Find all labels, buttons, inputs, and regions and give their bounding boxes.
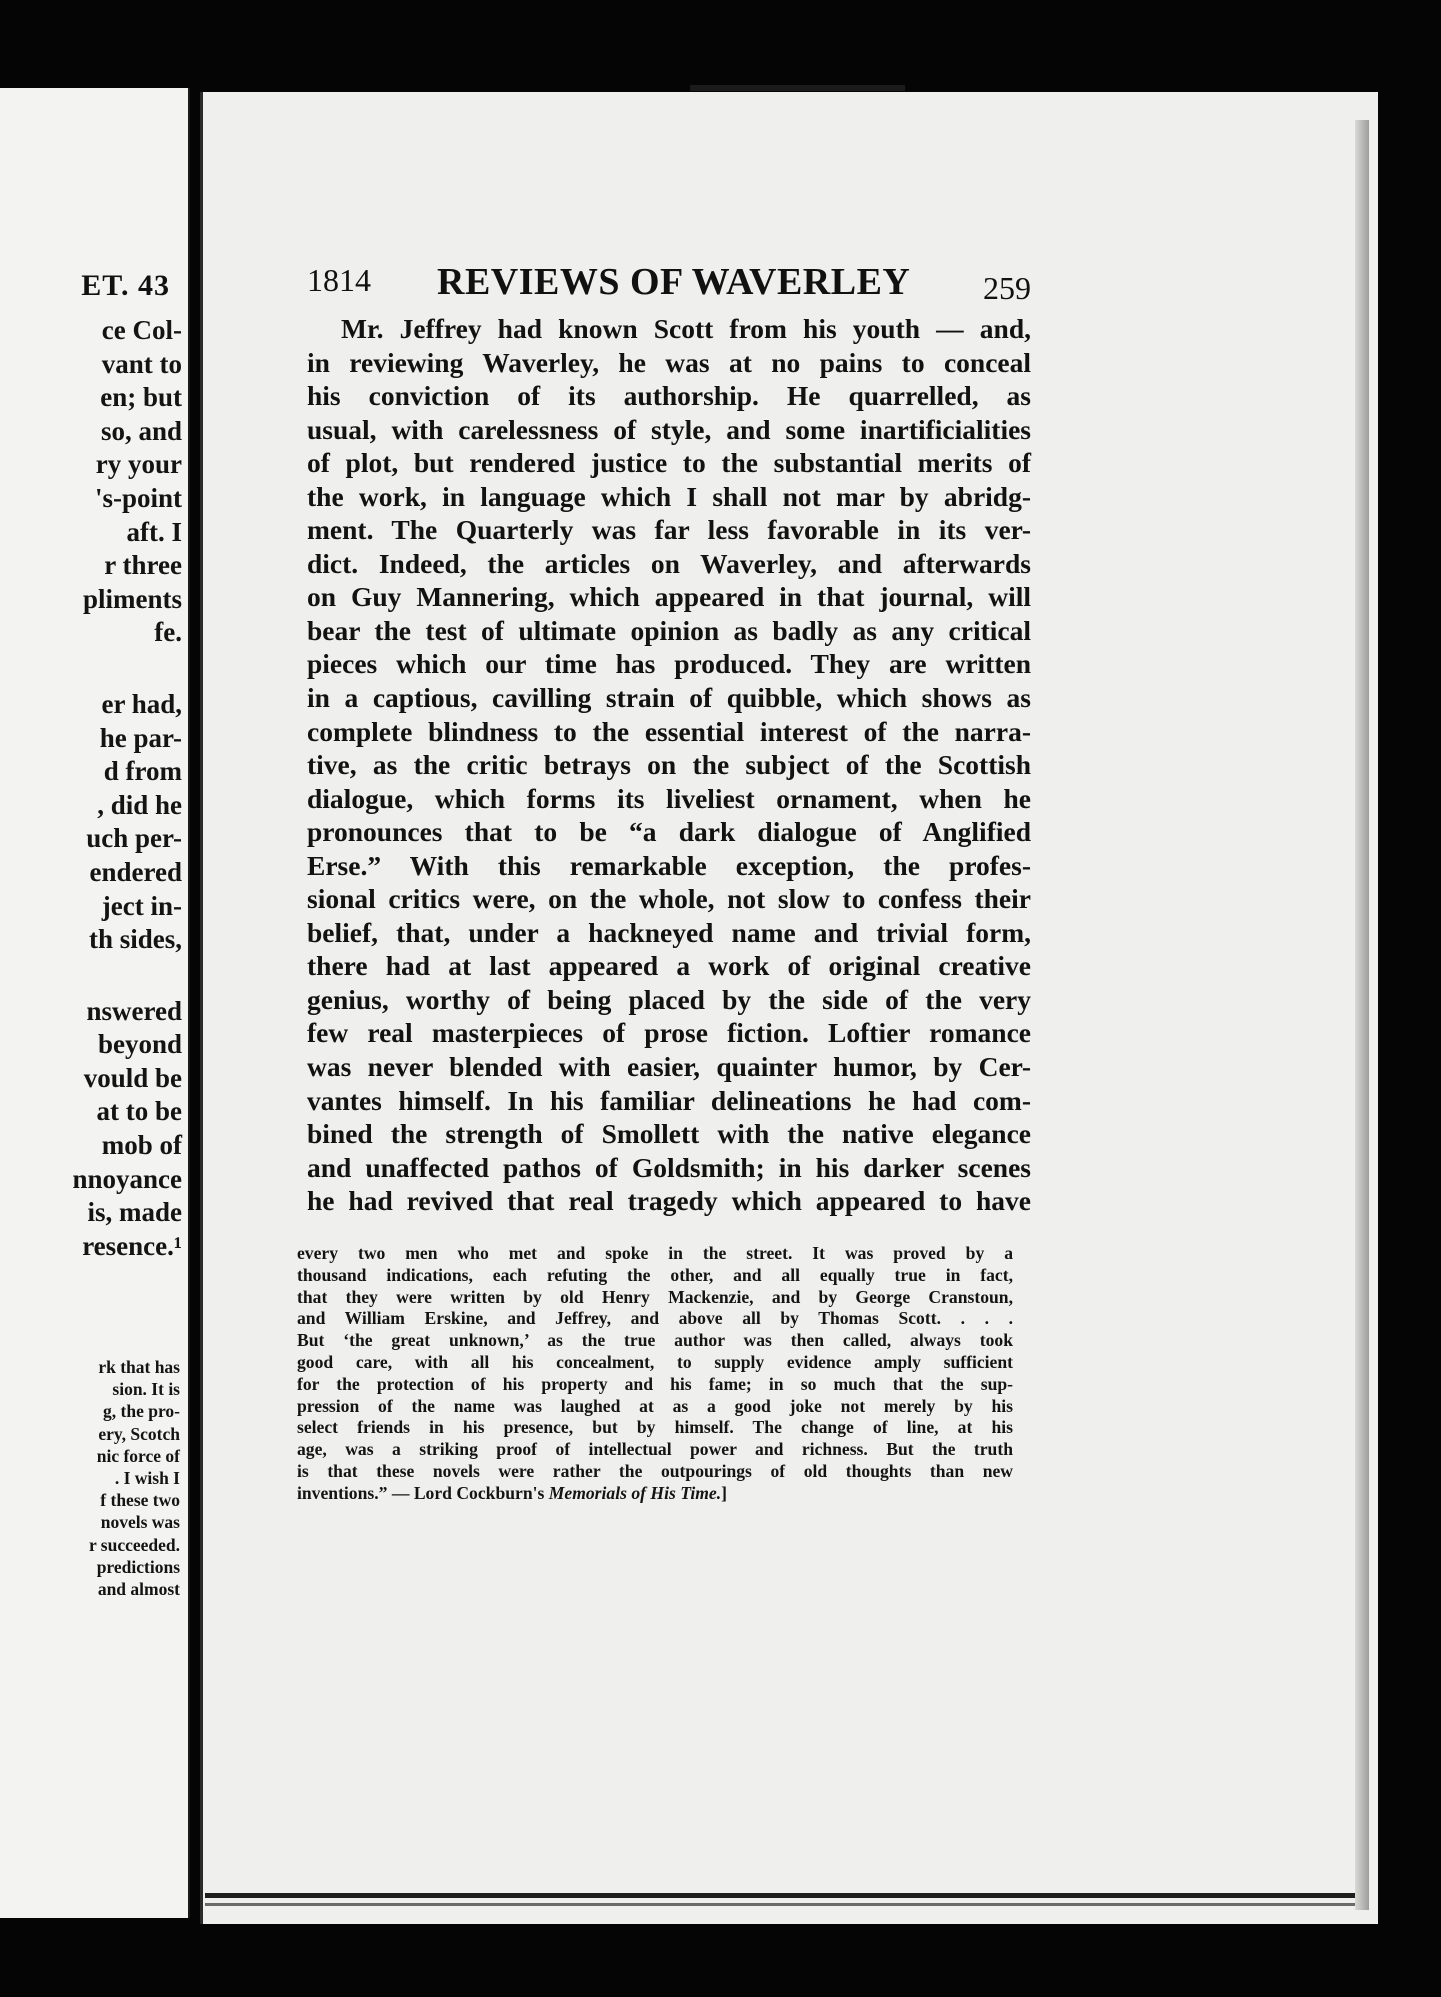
body-line: bear the test of ultimate opinion as badly as any critical bbox=[307, 614, 1031, 646]
footnote-line: pression of the name was laughed at as a good joke not merely by his bbox=[297, 1395, 1013, 1416]
body-line: dict. Indeed, the articles on Waverley, and afterwards bbox=[307, 547, 1031, 579]
running-header bbox=[307, 262, 1031, 308]
footnote-line: is that these novels were rather the outpourings of old thoughts than new bbox=[297, 1460, 1013, 1481]
previous-page-footnote-line: rk that has bbox=[98, 1357, 180, 1377]
footnote-line: thousand indications, each refuting the other, and all equally true in fact, bbox=[297, 1264, 1013, 1285]
previous-page-line: nswered bbox=[86, 995, 182, 1026]
bottom-edge-rule bbox=[205, 1893, 1355, 1898]
body-line: the work, in language which I shall not mar by abridg- bbox=[307, 480, 1031, 512]
header-year: 1814 bbox=[307, 262, 371, 298]
previous-page-line bbox=[0, 650, 182, 688]
body-line: and unaffected pathos of Goldsmith; in his darker scenes bbox=[307, 1151, 1031, 1183]
previous-page-line: ce Col- bbox=[101, 315, 182, 345]
previous-page-line bbox=[0, 957, 182, 995]
previous-page-line: aft. I bbox=[126, 516, 182, 547]
footnote-source-title: Memorials of His Time. bbox=[548, 1482, 722, 1503]
footnote bbox=[297, 1243, 1013, 1505]
bottom-edge-rule-2 bbox=[205, 1903, 1355, 1906]
previous-page-line: en; but bbox=[100, 382, 182, 413]
body-line: ment. The Quarterly was far less favorable in its ver- bbox=[307, 514, 1031, 546]
previous-page-line: uch per- bbox=[86, 823, 182, 854]
body-line: genius, worthy of being placed by the side of the very bbox=[307, 983, 1031, 1015]
previous-page-footnote-line: nic force of bbox=[96, 1445, 180, 1466]
body-line: his conviction of its authorship. He quarrelled, as bbox=[307, 380, 1031, 412]
footnote-line: age, was a striking proof of intellectual power and richness. But the truth bbox=[297, 1439, 1013, 1460]
previous-page-footnote-line: ery, Scotch bbox=[98, 1423, 180, 1444]
previous-page-footnotes bbox=[0, 1356, 180, 1600]
body-line: Erse.” With this remarkable exception, the profes- bbox=[307, 849, 1031, 881]
binding-mark bbox=[690, 85, 905, 91]
footnote-line: select friends in his presence, but by himself. The change of line, at his bbox=[297, 1417, 1013, 1438]
previous-page-line: vould be bbox=[83, 1062, 182, 1093]
previous-page-line: r three bbox=[104, 550, 182, 581]
footnote-line: But ‘the great unknown,’ as the true author was then called, always took bbox=[297, 1330, 1013, 1351]
body-line: belief, that, under a hackneyed name and trivial form, bbox=[307, 916, 1031, 948]
previous-page-line: mob of bbox=[101, 1130, 182, 1161]
header-title: REVIEWS OF WAVERLEY bbox=[437, 261, 911, 303]
previous-page-running-head: ET. 43 bbox=[81, 269, 170, 302]
previous-page-line: he par- bbox=[99, 722, 182, 753]
previous-page-line: 's-point bbox=[94, 482, 182, 513]
previous-page-footnote-line: . I wish I bbox=[114, 1467, 180, 1488]
body-line: bined the strength of Smollett with the native elegance bbox=[307, 1118, 1031, 1150]
body-line: there had at last appeared a work of original creative bbox=[307, 950, 1031, 982]
previous-page-line: is, made bbox=[87, 1197, 182, 1228]
body-line: pieces which our time has produced. They are written bbox=[307, 648, 1031, 680]
previous-page-footnote-line: predictions bbox=[96, 1556, 180, 1577]
previous-page-line: d from bbox=[103, 756, 182, 787]
body-text bbox=[307, 312, 1031, 1218]
footnote-line: good care, with all his concealment, to supply evidence amply sufficient bbox=[297, 1351, 1013, 1372]
previous-page-line: er had, bbox=[101, 688, 182, 719]
body-line: dialogue, which forms its liveliest ornament, when he bbox=[307, 782, 1031, 814]
previous-page-footnote-line: and almost bbox=[97, 1578, 180, 1599]
previous-page-footnote-line: novels was bbox=[100, 1512, 180, 1533]
previous-page-footnote-line: g, the pro- bbox=[103, 1401, 180, 1422]
body-line: in a captious, cavilling strain of quibble, which shows as bbox=[307, 682, 1031, 714]
body-line: few real masterpieces of prose fiction. Loftier romance bbox=[307, 1017, 1031, 1049]
body-line: he had revived that real tragedy which appeared to have bbox=[307, 1185, 1031, 1217]
previous-page-line: th sides, bbox=[88, 924, 182, 955]
previous-page-line: nnoyance bbox=[72, 1163, 182, 1194]
previous-page-fragment bbox=[0, 88, 190, 1918]
previous-page-line: ject in- bbox=[101, 890, 182, 921]
footnote-last-line bbox=[297, 1483, 1013, 1505]
previous-page-footnote-line: r succeeded. bbox=[88, 1534, 180, 1555]
previous-page-footnote-line: sion. It is bbox=[112, 1379, 180, 1400]
body-line: tive, as the critic betrays on the subject of the Scottish bbox=[307, 749, 1031, 781]
previous-page-line: , did he bbox=[97, 789, 182, 820]
body-line: was never blended with easier, quainter humor, by Cer- bbox=[307, 1051, 1031, 1083]
page-edge-shadow bbox=[1355, 120, 1369, 1910]
previous-page-line: ry your bbox=[95, 449, 182, 480]
previous-page-line: fe. bbox=[154, 617, 182, 648]
body-line: in reviewing Waverley, he was at no pains to conceal bbox=[307, 346, 1031, 378]
footnote-line: for the protection of his property and his fame; in so much that the sup- bbox=[297, 1373, 1013, 1394]
previous-page-line: vant to bbox=[101, 348, 182, 379]
footnote-line: every two men who met and spoke in the street. It was proved by a bbox=[297, 1243, 1013, 1263]
footnote-attribution: inventions.” — Lord Cockburn's bbox=[297, 1482, 549, 1503]
page-number: 259 bbox=[983, 270, 1031, 306]
footnote-close-bracket: ] bbox=[721, 1482, 727, 1503]
previous-page-line: pliments bbox=[82, 583, 182, 614]
body-line: usual, with carelessness of style, and some inartificialities bbox=[307, 413, 1031, 445]
body-line: pronounces that to be “a dark dialogue of Anglified bbox=[307, 816, 1031, 848]
body-line: of plot, but rendered justice to the substantial merits of bbox=[307, 447, 1031, 479]
body-line: sional critics were, on the whole, not slow to confess their bbox=[307, 883, 1031, 915]
footnote-line: and William Erskine, and Jeffrey, and above all by Thomas Scott. . . . bbox=[297, 1308, 1013, 1329]
previous-page-text bbox=[0, 314, 182, 1263]
previous-page-line: so, and bbox=[100, 415, 182, 446]
previous-page-line: at to be bbox=[96, 1096, 182, 1127]
footnote-line: that they were written by old Henry Mackenzie, and by George Cranstoun, bbox=[297, 1286, 1013, 1307]
previous-page-line: beyond bbox=[97, 1029, 182, 1060]
body-line: vantes himself. In his familiar delineations he had com- bbox=[307, 1084, 1031, 1116]
body-line: complete blindness to the essential interest of the narra- bbox=[307, 715, 1031, 747]
body-line: on Guy Mannering, which appeared in that journal, will bbox=[307, 581, 1031, 613]
previous-page-line: resence.¹ bbox=[82, 1230, 182, 1261]
previous-page-footnote-line: f these two bbox=[100, 1490, 180, 1511]
body-line: Mr. Jeffrey had known Scott from his youth — and, bbox=[341, 313, 1031, 344]
previous-page-line: endered bbox=[89, 856, 182, 887]
